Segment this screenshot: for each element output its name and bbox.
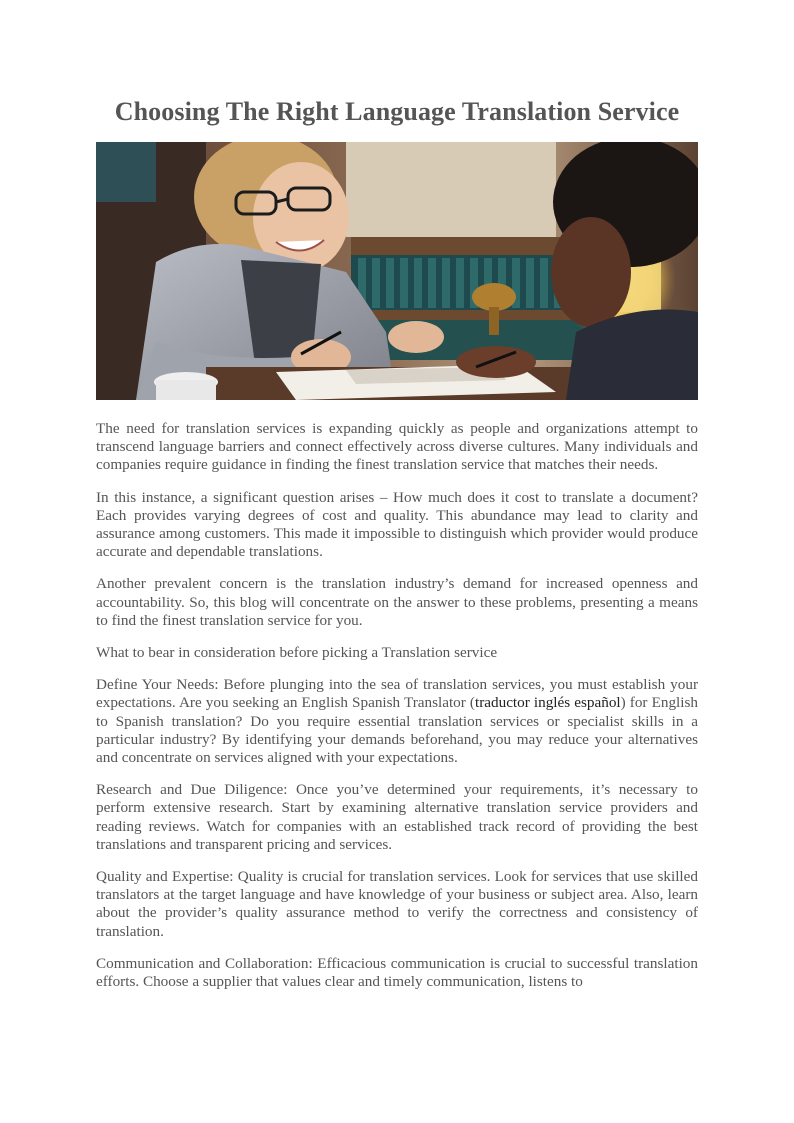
article-photo [96,142,698,400]
paragraph-cost: In this instance, a significant question arises – How much does it cost to translate a document? Each provides varying degrees of cost and quality. This abundance may lead to clarity and assurance among customers. This made it impossible to distinguish which provider would produce accurate and dependable translations. [96,488,698,561]
document-page [96,96,698,1005]
paragraph-research: Research and Due Diligence: Once you’ve determined your requirements, it’s necessary to perform extensive research. Start by examining alternative translation service providers and reading reviews. Watch for companies with an established track record of providing the best translations and transparent pricing and services. [96,781,698,853]
define-needs-text-after: ) for English to Spanish translation? Do you require essential translation services or specialist skills in a particular industry? By identifying your demands beforehand, you may reduce your alternatives and concentrate on services aligned with your expectations. [96,694,698,767]
section-heading: What to bear in consideration before picking a Translation service [96,644,498,662]
page-title: Choosing The Right Language Translation Service [114,97,680,126]
paragraph-quality: Quality and Expertise: Quality is crucial for translation services. Look for services that use skilled translators at the target language and have knowledge of your business or subject area. Also, learn about the provider’s quality assurance method to verify the correctness and consistency of translation. [96,868,698,940]
paragraph-accountability: Another prevalent concern is the translation industry’s demand for increased openness and accountability. So, this blog will concentrate on the answer to these problems, presenting a means to find the finest translation service for you. [96,575,698,629]
article-body [96,420,698,991]
paragraph-communication: Communication and Collaboration: Efficacious communication is crucial to successful translation efforts. Choose a supplier that values clear and timely communication, listens to [96,954,698,991]
paragraph-intro: The need for translation services is expanding quickly as people and organizations attempt to transcend language barriers and connect effectively across diverse cultures. Many individuals and companies require guidance in finding the finest translation service that matches their needs. [96,420,698,474]
translator-link[interactable]: traductor inglés español [474,694,621,712]
define-needs-text-before: Define Your Needs: Before plunging into the sea of translation services, you must establish your expectations. Are you seeking an English Spanish Translator ( [96,676,698,712]
paragraph-define-needs [96,676,698,767]
